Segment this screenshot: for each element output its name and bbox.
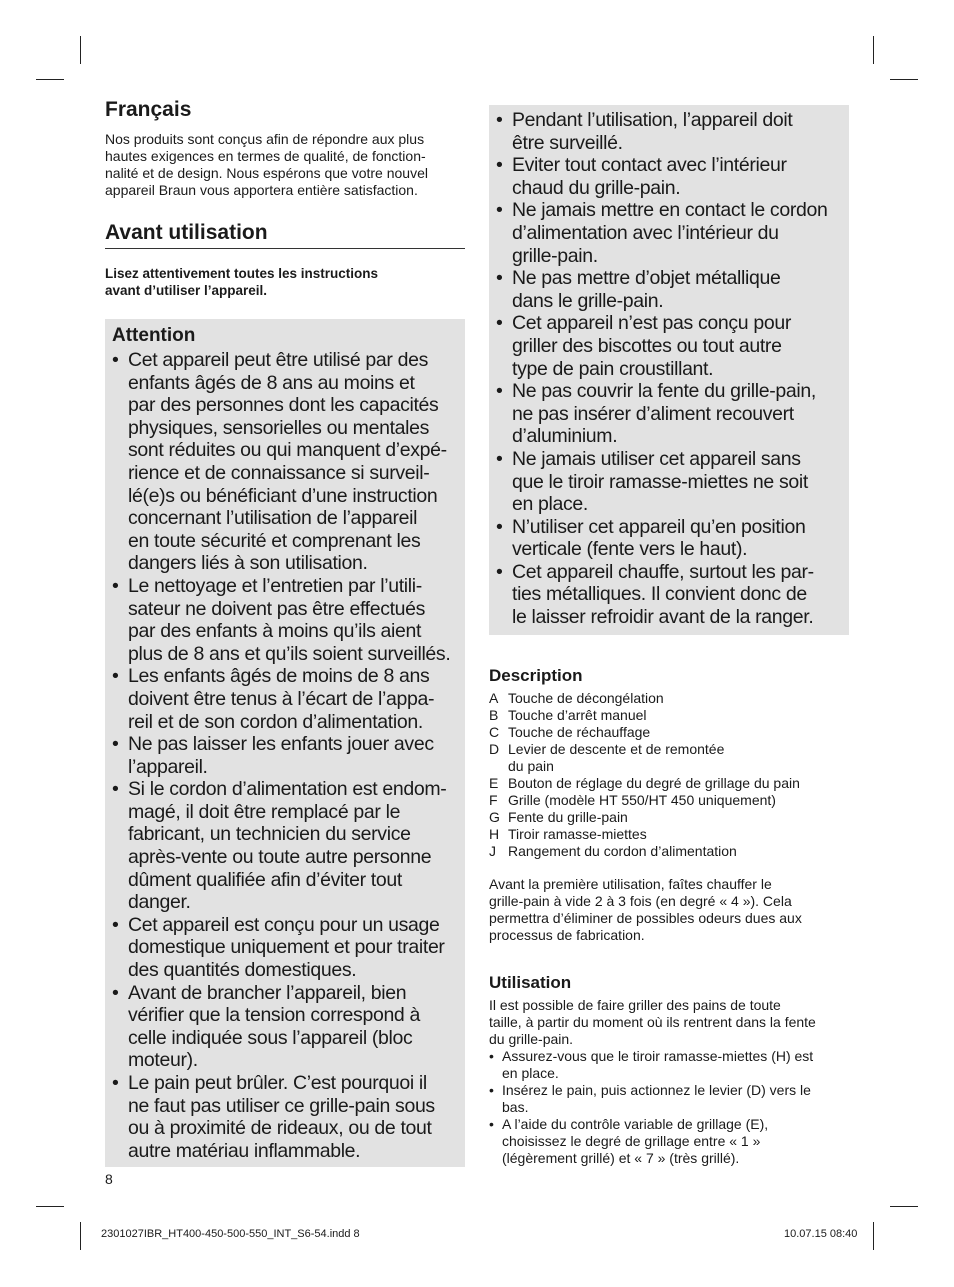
- footer-file-label: 2301027IBR_HT400-450-500-550_INT_S6-54.indd 8: [101, 1228, 360, 1240]
- page-number: 8: [105, 1171, 113, 1187]
- part-item: [489, 707, 849, 724]
- part-key: F: [489, 792, 498, 808]
- usage-steps: [489, 1048, 849, 1167]
- part-label: Levier de descente et de remontée du pain: [508, 741, 725, 774]
- list-item: • Cet appareil chauffe, surtout les par- ties métalliques. Il convient donc de le laisser refroidir avant de la ranger.: [496, 561, 839, 629]
- part-label: Bouton de réglage du degré de grillage du pain: [508, 775, 800, 791]
- list-item: • Si le cordon d’alimentation est endom- magé, il doit être remplacé par le fabricant, un technicien du service après-vente ou toute autre personne dûment qualifiée afin d’éviter tout danger.: [112, 778, 455, 914]
- list-item: • Cet appareil peut être utilisé par des enfants âgés de 8 ans au moins et par des personnes dont les capacités physiques, sensorielles ou mentales sont réduites ou qui manquent d’expé- rience et de connaissance si surveil- lé(e)s ou bénéficiant d’une instruction concernant l’utilisation de l’appareil en toute sécurité et comprenant les dangers liés à son utilisation.: [112, 349, 455, 575]
- part-item: [489, 741, 849, 775]
- attention-continued-list: [496, 109, 839, 629]
- intro-paragraph: Nos produits sont conçus afin de répondre aux plus hautes exigences en termes de qualité, de fonction- nalité et de design. Nous espérons que votre nouvel appareil Braun vous apportera entière satisfaction.: [105, 131, 428, 198]
- first-use-paragraph: Avant la première utilisation, faîtes chauffer le grille-pain à vide 2 à 3 fois (en degré « 4 »). Cela permettra d’éliminer de possibles odeurs dues aux processus de fabrication.: [489, 876, 802, 943]
- part-label: Touche d’arrêt manuel: [508, 707, 647, 723]
- crop-mark: [80, 36, 81, 64]
- list-item: • Ne pas couvrir la fente du grille-pain, ne pas insérer d’aliment recouvert d’aluminium.: [496, 380, 839, 448]
- part-item: [489, 775, 849, 792]
- language-heading: Français: [105, 98, 192, 121]
- attention-continued-box: [489, 105, 849, 635]
- crop-mark: [890, 79, 918, 80]
- list-item: • Assurez-vous que le tiroir ramasse-miettes (H) est en place.: [489, 1048, 849, 1082]
- list-item: • Cet appareil est conçu pour un usage domestique uniquement et pour traiter des quantités domestiques.: [112, 914, 455, 982]
- list-item: • Pendant l’utilisation, l’appareil doit être surveillé.: [496, 109, 839, 154]
- part-key: E: [489, 775, 499, 791]
- description-heading: Description: [489, 666, 583, 685]
- list-item: • Ne jamais utiliser cet appareil sans que le tiroir ramasse-miettes ne soit en place.: [496, 448, 839, 516]
- footer-date-label: 10.07.15 08:40: [784, 1228, 858, 1240]
- usage-heading: Utilisation: [489, 973, 572, 992]
- part-label: Tiroir ramasse-miettes: [508, 826, 647, 842]
- list-item: • Insérez le pain, puis actionnez le levier (D) vers le bas.: [489, 1082, 849, 1116]
- part-item: [489, 826, 849, 843]
- attention-box: [105, 319, 465, 1167]
- list-item: • Le nettoyage et l’entretien par l’utili- sateur ne doivent pas être effectués par des enfants à moins qu’ils aient plus de 8 ans et qu’ils soient surveillés.: [112, 575, 455, 665]
- list-item: • Ne jamais mettre en contact le cordon d’alimentation avec l’intérieur du grille-pain.: [496, 199, 839, 267]
- crop-mark: [890, 1206, 918, 1207]
- part-key: C: [489, 724, 500, 740]
- before-use-heading: Avant utilisation: [105, 221, 465, 249]
- left-column: [105, 98, 465, 1167]
- list-item: • Eviter tout contact avec l’intérieur chaud du grille-pain.: [496, 154, 839, 199]
- part-item: [489, 690, 849, 707]
- part-key: G: [489, 809, 500, 825]
- part-label: Touche de réchauffage: [508, 724, 651, 740]
- parts-list: [489, 690, 849, 860]
- usage-intro: Il est possible de faire griller des pains de toute taille, à partir du moment où ils rentrent dans la fente du grille-pain.: [489, 997, 816, 1047]
- part-key: B: [489, 707, 499, 723]
- list-item: • A l’aide du contrôle variable de grillage (E), choisissez le degré de grillage entre « 1 » (légèrement grillé) et « 7 » (très grillé).: [489, 1116, 849, 1167]
- part-label: Grille (modèle HT 550/HT 450 uniquement): [508, 792, 776, 808]
- list-item: • Le pain peut brûler. C’est pourquoi il ne faut pas utiliser ce grille-pain sous ou à proximité de rideaux, ou de tout autre matériau inflammable.: [112, 1072, 455, 1162]
- part-key: H: [489, 826, 500, 842]
- usage-section: [489, 973, 849, 1167]
- description-section: [489, 666, 849, 944]
- list-item: • Ne pas laisser les enfants jouer avec l’appareil.: [112, 733, 455, 778]
- crop-mark: [873, 1222, 874, 1250]
- attention-title: Attention: [112, 325, 196, 346]
- attention-list: [112, 349, 455, 1162]
- part-label: Fente du grille-pain: [508, 809, 628, 825]
- list-item: • Cet appareil n’est pas conçu pour griller des biscottes ou tout autre type de pain croustillant.: [496, 312, 839, 380]
- list-item: • Avant de brancher l’appareil, bien vérifier que la tension correspond à celle indiquée sous l’appareil (bloc moteur).: [112, 982, 455, 1072]
- crop-mark: [873, 36, 874, 64]
- part-label: Rangement du cordon d’alimentation: [508, 843, 737, 859]
- crop-mark: [36, 79, 64, 80]
- list-item: • Ne pas mettre d’objet métallique dans le grille-pain.: [496, 267, 839, 312]
- list-item: • N’utiliser cet appareil qu’en position verticale (fente vers le haut).: [496, 516, 839, 561]
- part-label: Touche de décongélation: [508, 690, 664, 706]
- part-key: D: [489, 741, 500, 757]
- part-key: A: [489, 690, 499, 706]
- list-item: • Les enfants âgés de moins de 8 ans doivent être tenus à l’écart de l’appa- reil et de son cordon d’alimentation.: [112, 665, 455, 733]
- crop-mark: [80, 1222, 81, 1250]
- before-use-lead: Lisez attentivement toutes les instructions avant d’utiliser l’appareil.: [105, 266, 379, 298]
- crop-mark: [36, 1206, 64, 1207]
- part-key: J: [489, 843, 496, 859]
- right-column: [489, 105, 849, 1167]
- part-item: [489, 792, 849, 809]
- part-item: [489, 809, 849, 826]
- part-item: [489, 843, 849, 860]
- part-item: [489, 724, 849, 741]
